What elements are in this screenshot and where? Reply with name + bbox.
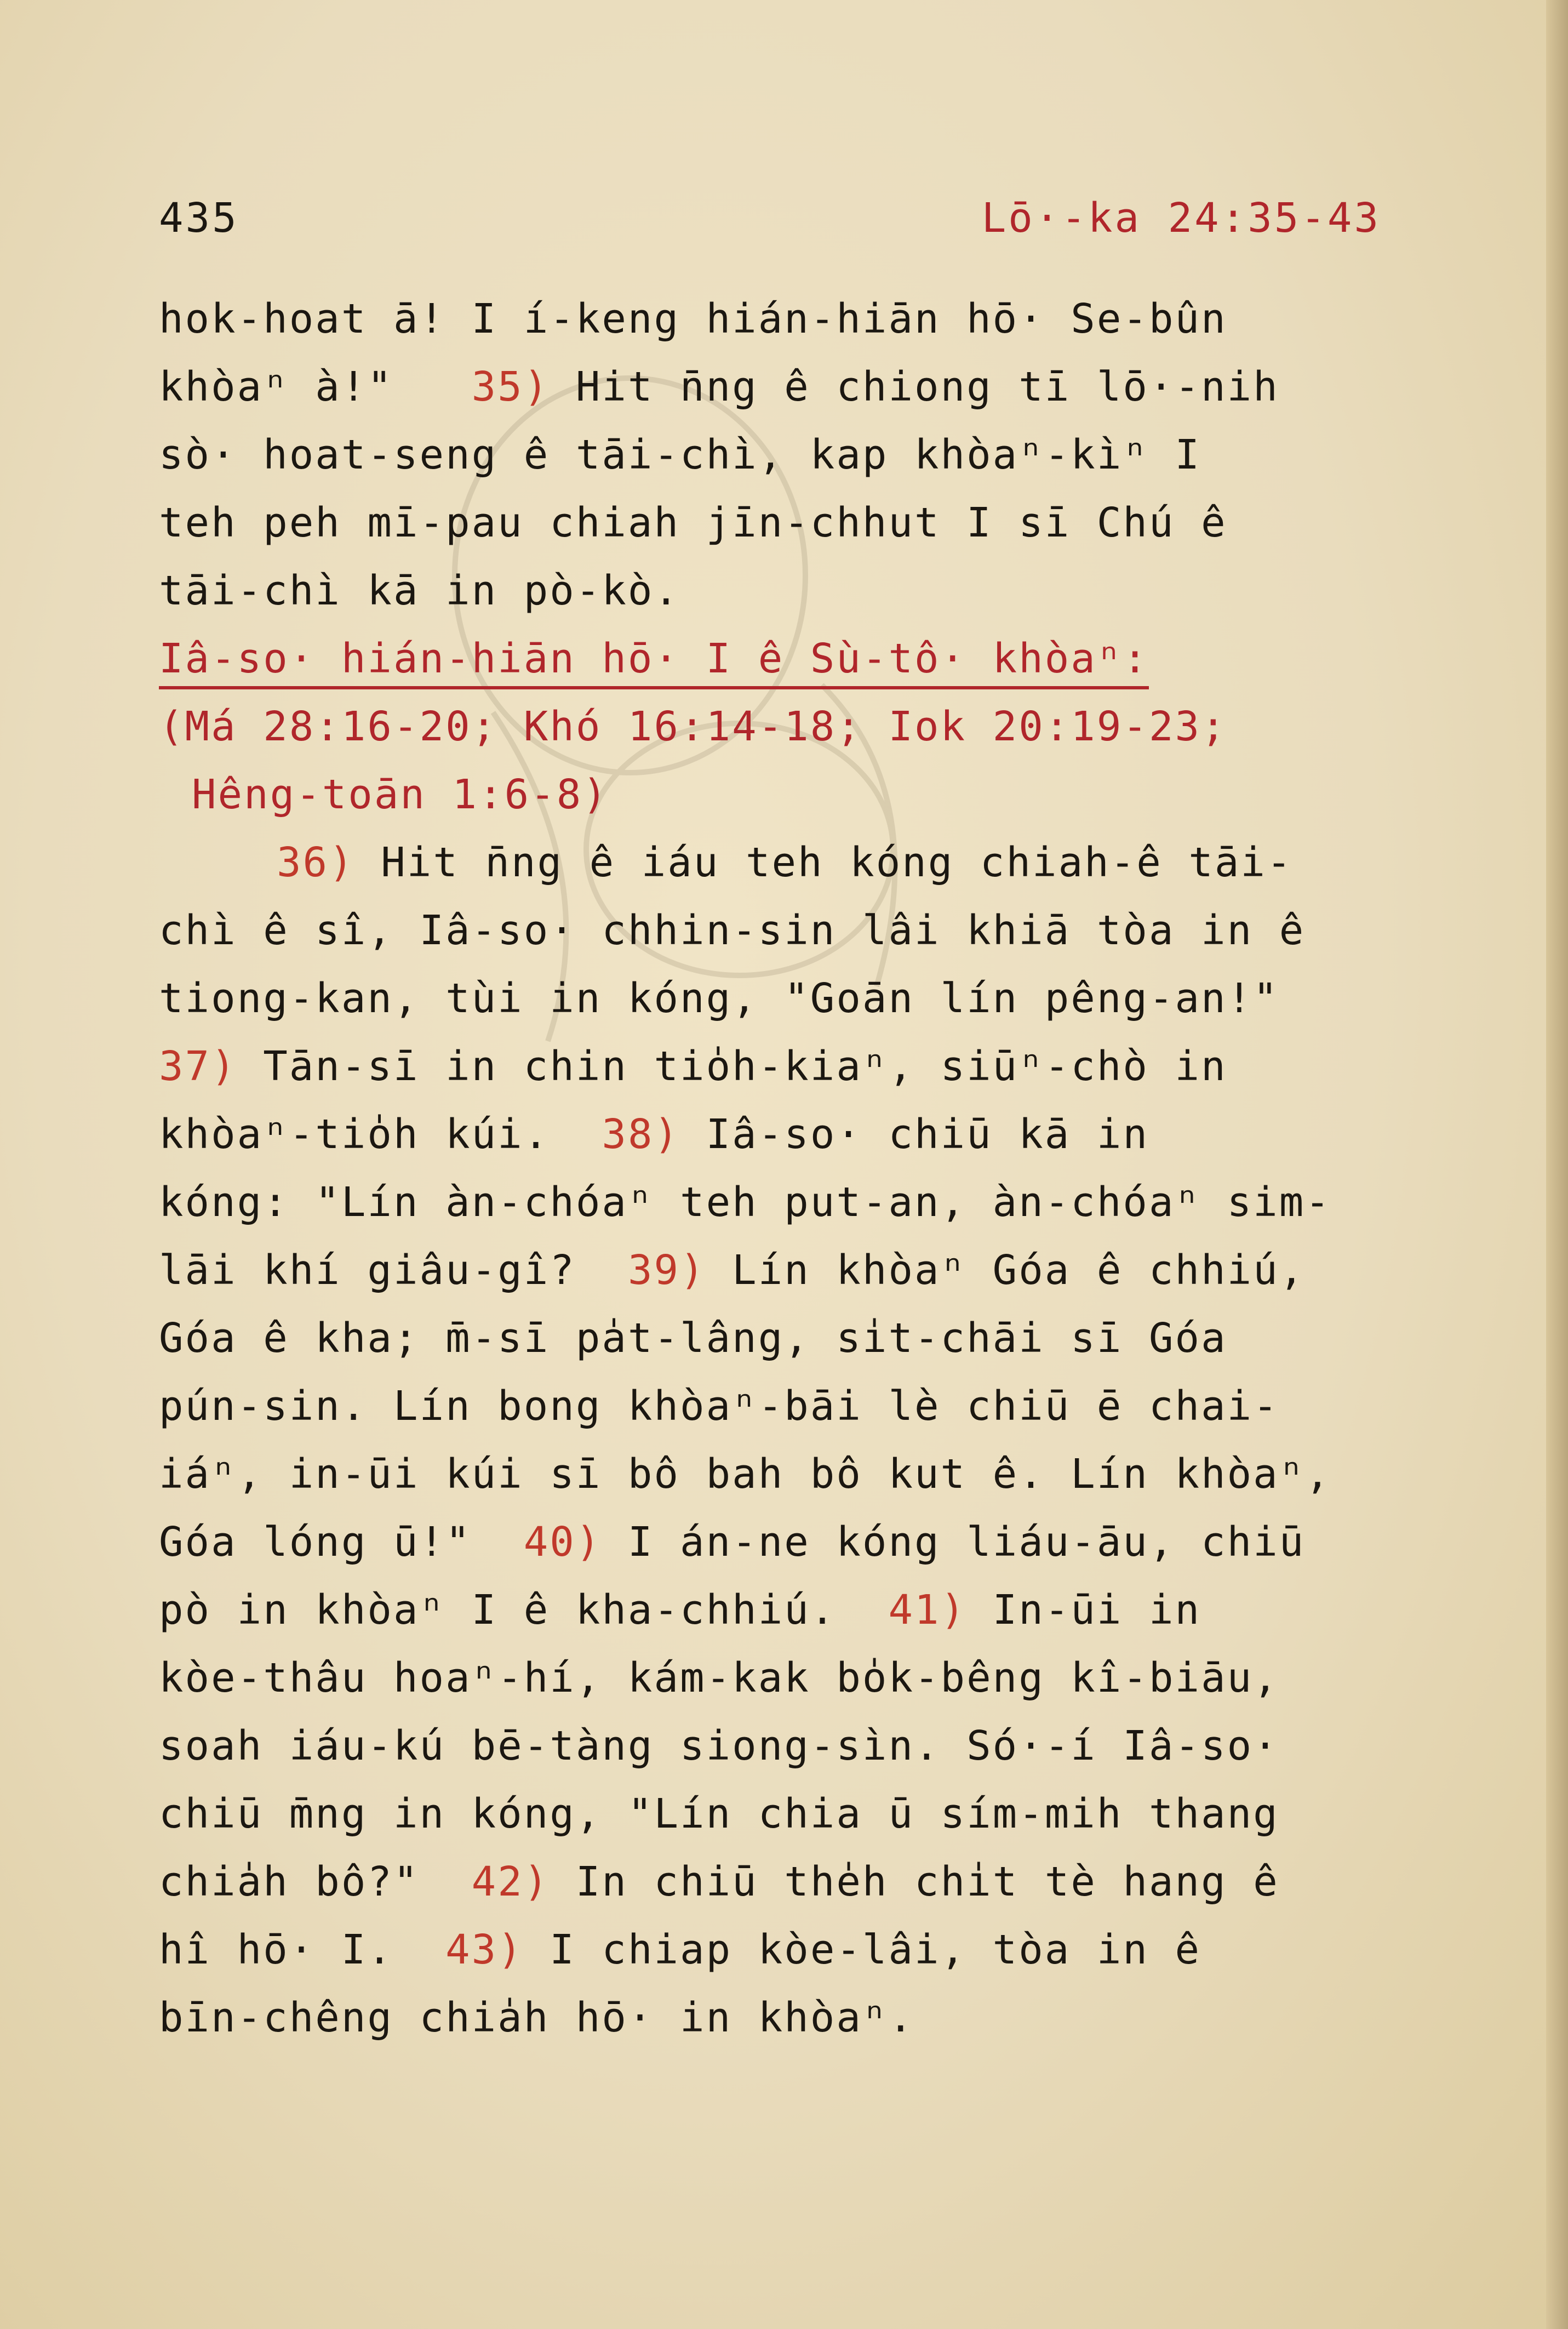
text-line: tāi-chì kā in pò-kò. (159, 567, 680, 614)
text-line: tiong-kan, tùi in kóng, "Goān lín pêng-an!" (159, 975, 1279, 1022)
text-span: chia̍h bô?" (159, 1858, 420, 1905)
text-span: I án-ne kóng liáu-āu, chiū (627, 1519, 1306, 1566)
text-line: bīn-chêng chia̍h hō· in khòaⁿ. (159, 1994, 915, 2041)
text-span: khòaⁿ à!" (159, 363, 393, 410)
text-line (159, 1576, 1419, 1644)
text-line (159, 1916, 1419, 1984)
text-line (159, 1100, 1419, 1168)
text-line (159, 1032, 1419, 1100)
verse-number: 40) (523, 1519, 602, 1566)
text-line: teh peh mī-pau chiah jīn-chhut I sī Chú ê (159, 499, 1227, 546)
verse-number: 37) (159, 1043, 237, 1090)
text-line: hok-hoat ā! I í-keng hián-hiān hō· Se-bûn (159, 295, 1227, 342)
text-line: iáⁿ, in-ūi kúi sī bô bah bô kut ê. Lín khòaⁿ, (159, 1451, 1331, 1498)
text-line: soah iáu-kú bē-tàng siong-sìn. Só·-í Iâ-so· (159, 1722, 1279, 1769)
page-header (159, 195, 1381, 255)
text-span: In-ūi in (992, 1586, 1201, 1634)
verse-number: 43) (445, 1926, 524, 1973)
running-head: Lō·-ka 24:35-43 (981, 195, 1381, 242)
text-span: Iâ-so· chiū kā in (706, 1111, 1149, 1158)
text-span: Góa lóng ū!" (159, 1519, 472, 1566)
text-span: In chiū the̍h chi̍t tè hang ê (575, 1858, 1279, 1905)
verse-number: 35) (471, 363, 550, 410)
text-span: Hit n̄ng ê iáu teh kóng chiah-ê tāi- (381, 839, 1293, 886)
verse-number: 36) (277, 839, 355, 886)
text-span: Hêng-toān 1:6-8) (192, 771, 609, 818)
text-span: Tān-sī in chin tio̍h-kiaⁿ, siūⁿ-chò in (263, 1043, 1227, 1090)
text-line (159, 1236, 1419, 1304)
text-span: pò in khòaⁿ I ê kha-chhiú. (159, 1586, 837, 1634)
text-line: sò· hoat-seng ê tāi-chì, kap khòaⁿ-kìⁿ I (159, 431, 1201, 478)
text-span: I chiap kòe-lâi, tòa in ê (550, 1926, 1201, 1973)
page-edge (1546, 0, 1568, 2329)
text-line: chì ê sî, Iâ-so· chhin-sin lâi khiā tòa in ê (159, 907, 1306, 954)
scripture-text (159, 285, 1419, 2052)
text-span: Hit n̄ng ê chiong tī lō·-nih (575, 363, 1279, 410)
section-heading: Iâ-so· hián-hiān hō· I ê Sù-tô· khòaⁿ: (159, 631, 1149, 689)
text-span: lāi khí giâu-gî? (159, 1247, 576, 1294)
text-line: Góa ê kha; m̄-sī pa̍t-lâng, si̍t-chāi sī Góa (159, 1315, 1227, 1362)
text-line: chiū m̄ng in kóng, "Lín chia ū sím-mih thang (159, 1790, 1279, 1837)
verse-number: 39) (627, 1247, 706, 1294)
verse-number: 38) (602, 1111, 680, 1158)
text-line (159, 353, 1419, 421)
verse-number: 42) (471, 1858, 550, 1905)
section-heading-line (159, 625, 1419, 693)
page-number: 435 (159, 195, 239, 242)
text-line (159, 829, 1419, 897)
text-line: kòe-thâu hoaⁿ-hí, kám-kak bo̍k-bêng kî-biāu, (159, 1654, 1279, 1702)
text-line: pún-sin. Lín bong khòaⁿ-bāi lè chiū ē chai- (159, 1383, 1279, 1430)
verse-number: 41) (888, 1586, 967, 1634)
text-span: hî hō· I. (159, 1926, 393, 1973)
text-line (159, 1848, 1419, 1916)
text-span: khòaⁿ-tio̍h kúi. (159, 1111, 550, 1158)
text-line: kóng: "Lín àn-chóaⁿ teh put-an, àn-chóaⁿ sim- (159, 1179, 1331, 1226)
text-line (159, 1508, 1419, 1576)
cross-references: (Má 28:16-20; Khó 16:14-18; Iok 20:19-23; (159, 703, 1227, 750)
text-span: Lín khòaⁿ Góa ê chhiú, (732, 1247, 1306, 1294)
cross-references-cont (159, 761, 1419, 829)
